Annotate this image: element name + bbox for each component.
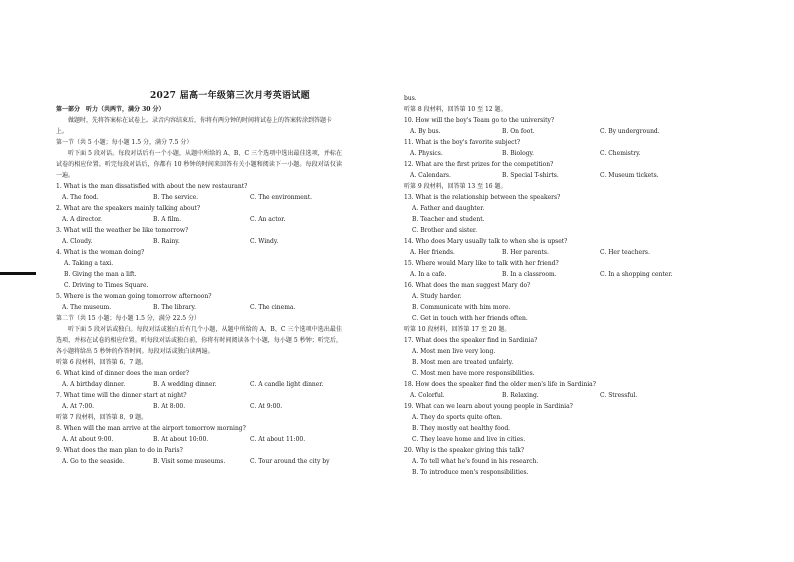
option-b[interactable]: B. They mostly eat healthy food. (412, 425, 511, 432)
material-9-heading: 听第 9 段材料，回答第 13 至 16 题。 (404, 183, 507, 190)
option-c[interactable]: C. An actor. (250, 216, 286, 223)
option-c[interactable]: C. Stressful. (600, 392, 638, 399)
question-7-options (56, 401, 342, 412)
question-5-options (56, 302, 342, 313)
option-a[interactable]: A. The food. (62, 194, 99, 201)
option-c[interactable]: C. Brother and sister. (412, 227, 478, 234)
option-b[interactable]: B. Most men are treated unfairly. (412, 359, 514, 366)
option-b[interactable]: B. At 8:00. (153, 403, 186, 410)
option-continuation: bus. (404, 95, 417, 102)
question-11-options (404, 148, 694, 159)
option-b[interactable]: B. Teacher and student. (412, 216, 485, 223)
option-b[interactable]: B. A film. (153, 216, 181, 223)
option-a[interactable]: A. Taking a taxi. (64, 260, 114, 267)
option-b[interactable]: B. Special T-shirts. (502, 172, 559, 179)
option-a[interactable]: A. At 7:00. (62, 403, 95, 410)
material-10-heading: 听第 10 段材料，回答第 17 至 20 题。 (404, 326, 511, 333)
material-6-heading: 听第 6 段材料，回答第 6、7 题。 (56, 359, 148, 366)
question-3: 3. What will the weather be like tomorrow? (56, 227, 189, 234)
question-9: 9. What does the man plan to do in Paris? (56, 447, 183, 454)
option-a[interactable]: A. Her friends. (410, 249, 455, 256)
option-b[interactable]: B. The library. (153, 304, 197, 311)
option-a[interactable]: A. A birthday dinner. (62, 381, 126, 388)
option-c[interactable]: C. Her teachers. (600, 249, 650, 256)
question-1-options (56, 192, 342, 203)
question-9-options (56, 456, 342, 467)
question-18-options (404, 390, 694, 401)
question-12: 12. What are the first prizes for the competition? (404, 161, 554, 168)
option-a[interactable]: A. By bus. (410, 128, 441, 135)
option-c[interactable]: C. Museum tickets. (600, 172, 659, 179)
question-17: 17. What does the speaker find in Sardinia? (404, 337, 538, 344)
option-c[interactable]: C. In a shopping center. (600, 271, 673, 278)
material-8-heading: 听第 8 段材料，回答第 10 至 12 题。 (404, 106, 507, 113)
option-b[interactable]: B. Visit some museums. (153, 458, 226, 465)
option-a[interactable]: A. Study harder. (412, 293, 462, 300)
option-c[interactable]: C. Most men have more responsibilities. (412, 370, 535, 377)
option-a[interactable]: A. The museum. (62, 304, 112, 311)
left-column (56, 104, 342, 467)
section2-heading: 第二节（共 15 小题；每小题 1.5 分，满分 22.5 分） (56, 315, 200, 322)
option-b[interactable]: B. Giving the man a lift. (64, 271, 137, 278)
question-15: 15. Where would Mary like to talk with her friend? (404, 260, 559, 267)
option-c[interactable]: C. The cinema. (250, 304, 296, 311)
question-20: 20. Why is the speaker giving this talk? (404, 447, 525, 454)
option-b[interactable]: B. Communicate with him more. (412, 304, 511, 311)
page-title: 2027 届高一年级第三次月考英语试题 (150, 91, 310, 101)
section2-instructions: 听下面 5 段对话或独白。每段对话或独白后有几个小题，从题中所给的 A、B、C 三个选项中选出最佳选项，并标在试卷的相应位置。听每段对话或独白前，你将有时间阅读各个小题，每小题 5 秒钟；听完后，各小题将给出 5 秒钟的作答时间。每段对话或独白读两遍。 (56, 326, 342, 355)
option-a[interactable]: A. Colorful. (410, 392, 445, 399)
option-a[interactable]: A. Most men live very long. (412, 348, 496, 355)
question-10: 10. How will the boy's Team go to the university? (404, 117, 555, 124)
question-3-options (56, 236, 342, 247)
option-c[interactable]: C. By underground. (600, 128, 660, 135)
option-a[interactable]: A. Physics. (410, 150, 443, 157)
option-b[interactable]: B. The service. (153, 194, 199, 201)
question-2-options (56, 214, 342, 225)
option-c[interactable]: C. Tour around the city by (250, 458, 330, 465)
intro-text: 做题时，先将答案标在试卷上。录音内容结束后，你将有两分钟的时间将试卷上的答案转涂到答题卡上。 (56, 117, 333, 135)
option-b[interactable]: B. To introduce men's responsibilities. (412, 469, 529, 476)
option-c[interactable]: C. The environment. (250, 194, 313, 201)
option-c[interactable]: C. A candle light dinner. (250, 381, 324, 388)
question-6: 6. What kind of dinner does the man order? (56, 370, 189, 377)
option-a[interactable]: A. Go to the seaside. (62, 458, 125, 465)
section1-heading: 第一节（共 5 小题；每小题 1.5 分，满分 7.5 分） (56, 139, 193, 146)
option-b[interactable]: B. On foot. (502, 128, 535, 135)
option-b[interactable]: B. At about 10:00. (153, 436, 209, 443)
option-c[interactable]: C. At about 11:00. (250, 436, 306, 443)
question-13: 13. What is the relationship between the speakers? (404, 194, 561, 201)
option-c[interactable]: C. Get in touch with her friends often. (412, 315, 528, 322)
material-7-heading: 听第 7 段材料，回答第 8、9 题。 (56, 414, 148, 421)
question-8: 8. When will the man arrive at the airport tomorrow morning? (56, 425, 246, 432)
question-15-options (404, 269, 694, 280)
question-2: 2. What are the speakers mainly talking about? (56, 205, 201, 212)
question-5: 5. Where is the woman going tomorrow afternoon? (56, 293, 212, 300)
question-1: 1. What is the man dissatisfied with about the new restaurant? (56, 183, 248, 190)
section1-instructions: 听下面 5 段对话。每段对话后有一个小题，从题中所给的 A、B、C 三个选项中选出最佳选项，并标在试卷的相应位置。听完每段对话后，你都有 10 秒钟的时间来回答有关小题和阅读下一小题。每段对话仅读一遍。 (56, 150, 342, 179)
question-12-options (404, 170, 694, 181)
option-a[interactable]: A. In a cafe. (410, 271, 447, 278)
question-19: 19. What can we learn about young people in Sardinia? (404, 403, 573, 410)
question-18: 18. How does the speaker find the older men's life in Sardinia? (404, 381, 596, 388)
option-c[interactable]: C. Windy. (250, 238, 279, 245)
option-c[interactable]: C. At 9:00. (250, 403, 283, 410)
option-b[interactable]: B. A wedding dinner. (153, 381, 217, 388)
question-8-options (56, 434, 342, 445)
question-4: 4. What is the woman doing? (56, 249, 145, 256)
option-a[interactable]: A. At about 9:00. (62, 436, 114, 443)
option-a[interactable]: A. A director. (62, 216, 103, 223)
part1-heading: 第一部分 听力（共两节，满分 30 分） (56, 106, 165, 113)
question-10-options (404, 126, 694, 137)
question-11: 11. What is the boy's favorite subject? (404, 139, 521, 146)
option-a[interactable]: A. Cloudy. (62, 238, 93, 245)
question-7: 7. What time will the dinner start at night? (56, 392, 187, 399)
question-14-options (404, 247, 694, 258)
option-a[interactable]: A. To tell what he's found in his research. (412, 458, 539, 465)
option-b[interactable]: B. Her parents. (502, 249, 549, 256)
option-b[interactable]: B. In a classroom. (502, 271, 557, 278)
option-b[interactable]: B. Rainy. (153, 238, 180, 245)
margin-bar (0, 272, 36, 275)
right-column (404, 93, 694, 478)
option-a[interactable]: A. Father and daughter. (412, 205, 485, 212)
option-c[interactable]: C. They leave home and live in cities. (412, 436, 526, 443)
option-b[interactable]: B. Biology. (502, 150, 535, 157)
question-6-options (56, 379, 342, 390)
question-14: 14. Who does Mary usually talk to when she is upset? (404, 238, 568, 245)
option-c[interactable]: C. Chemistry. (600, 150, 641, 157)
option-a[interactable]: A. They do sports quite often. (412, 414, 503, 421)
option-b[interactable]: B. Relaxing. (502, 392, 539, 399)
option-a[interactable]: A. Calendars. (410, 172, 451, 179)
question-16: 16. What does the man suggest Mary do? (404, 282, 531, 289)
option-c[interactable]: C. Driving to Times Square. (64, 282, 149, 289)
